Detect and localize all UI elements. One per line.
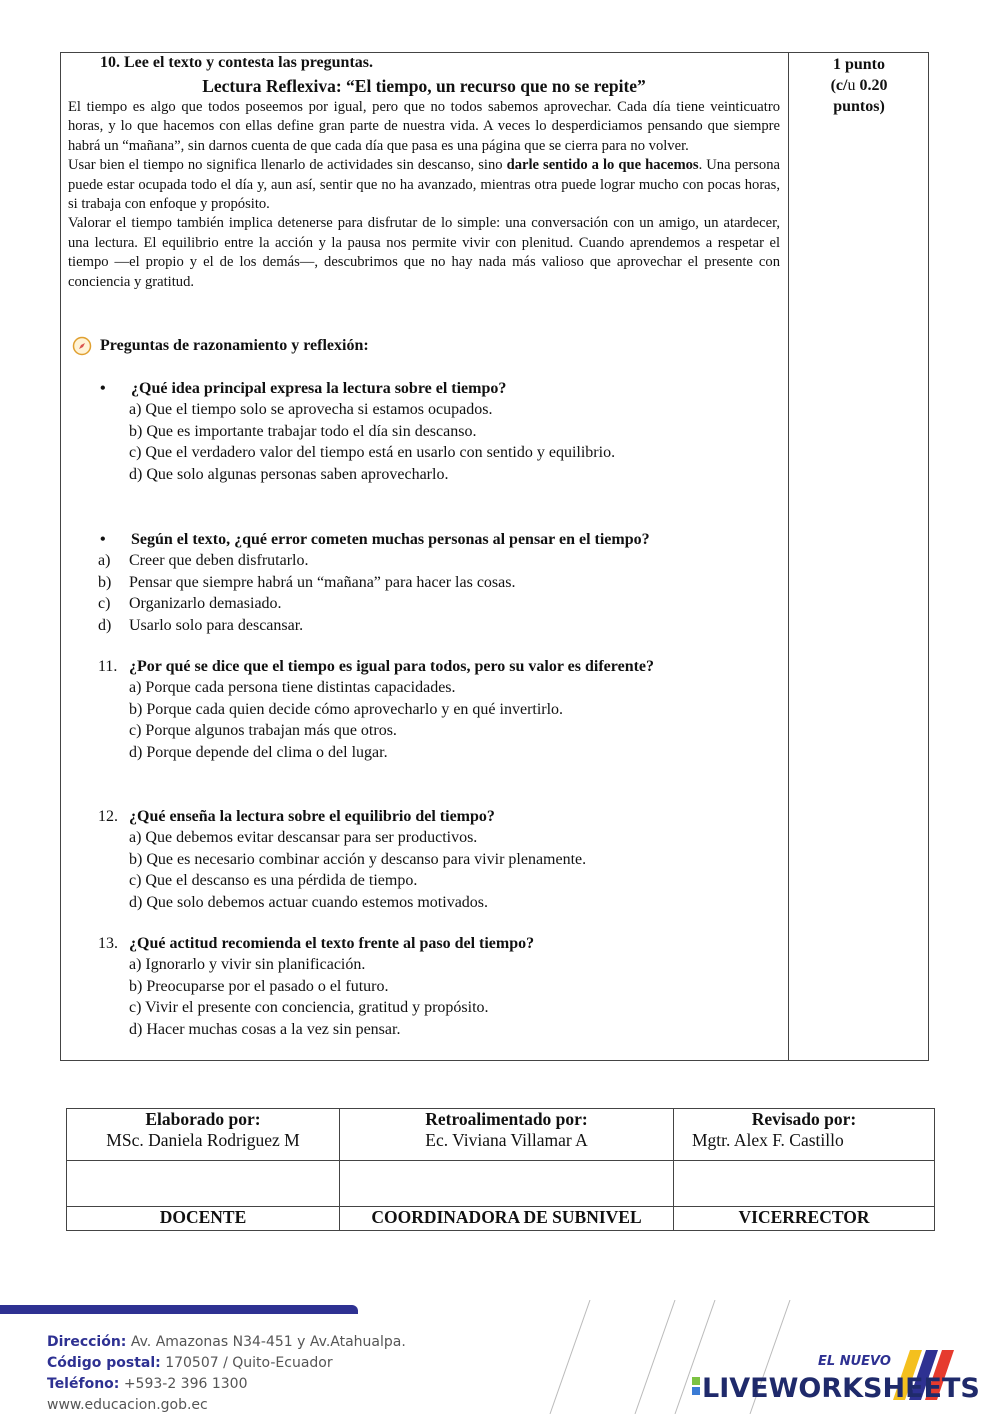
svg-text:LIVEWORKSHEETS: LIVEWORKSHEETS <box>702 1373 980 1404</box>
question-11: 11. ¿Por qué se dice que el tiempo es igual para todos, pero su valor es diferente? a) Porque cada persona tiene distintas capacidades. b) Porque cada quien decide cómo aprovecharlo y en qué invertirlo. c) Porque algunos trabajan más que otros. d) Porque depende del clima o del lugar. <box>98 656 654 763</box>
signature-cell-retroalimentado: Retroalimentado por: Ec. Viviana Villamar A <box>340 1109 674 1161</box>
option[interactable]: d) Porque depende del clima o del lugar. <box>129 743 388 761</box>
signature-table <box>66 1108 935 1231</box>
signature-space <box>674 1161 935 1207</box>
question-main-idea: • ¿Qué idea principal expresa la lectura sobre el tiempo? a) Que el tiempo solo se aprovecha si estamos ocupados. b) Que es importante trabajar todo el día sin descanso. c) Que el verdadero valor del tiempo está en usarlo con sentido y equilibrio. d) Que solo algunas personas saben aprovecharlo. <box>98 378 615 485</box>
signature-space <box>340 1161 674 1207</box>
option[interactable]: a) Que el tiempo solo se aprovecha si estamos ocupados. <box>129 401 493 419</box>
option[interactable]: d) Hacer muchas cosas a la vez sin pensar. <box>129 1020 401 1038</box>
option[interactable]: a) Que debemos evitar descansar para ser productivos. <box>129 829 478 847</box>
option[interactable]: b) Pensar que siempre habrá un “mañana” para hacer las cosas. <box>98 573 516 591</box>
signature-cell-revisado: Revisado por: Mgtr. Alex F. Castillo <box>674 1109 935 1161</box>
paragraph: El tiempo es algo que todos poseemos por igual, pero que no todos sabemos aprovechar. Cada día tiene veinticuatro horas, y lo que hacemos con ellas define gran parte de nuestra vida. A veces lo desperdiciamos pensando que siempre habrá un “mañana”, sin darnos cuenta de que cada día que pasa es una página que se cierra para no volver. <box>68 99 780 154</box>
option[interactable]: b) Preocuparse por el pasado o el futuro. <box>129 977 389 995</box>
footer-bar <box>0 1305 358 1314</box>
footer-address: Dirección: Av. Amazonas N34-451 y Av.Atahualpa. Código postal: 170507 / Quito-Ecuador Teléfono: +593-2 396 1300 www.educacion.gob.ec <box>47 1332 406 1414</box>
option[interactable]: c) Vivir el presente con conciencia, gratitud y propósito. <box>129 999 489 1017</box>
reading-passage <box>68 98 780 292</box>
role-label: COORDINADORA DE SUBNIVEL <box>340 1207 674 1231</box>
question-10-heading: 10. Lee el texto y contesta las preguntas. <box>100 54 373 71</box>
question-error: • Según el texto, ¿qué error cometen muchas personas al pensar en el tiempo? a) Creer que deben disfrutarlo. b) Pensar que siempre habrá un “mañana” para hacer las cosas. c) Organizarlo demasiado. d) Usarlo solo para descansar. <box>98 529 650 636</box>
score-line: (c/u 0.20 <box>830 77 888 94</box>
role-label: DOCENTE <box>67 1207 340 1231</box>
paragraph: Valorar el tiempo también implica detenerse para disfrutar de lo simple: una conversación con un amigo, un atardecer, una lectura. El equilibrio entre la acción y la pausa nos permite vivir con plenitud. Cuando aprendemos a respetar el tiempo —el propio y el de los demás—, descubrimos que no hay nada más valioso que aprovechar el presente con conciencia y gratitud. <box>68 215 780 290</box>
question-13: 13. ¿Qué actitud recomienda el texto frente al paso del tiempo? a) Ignorarlo y vivir sin planificación. b) Preocuparse por el pasado o el futuro. c) Vivir el presente con conciencia, gratitud y propósito. d) Hacer muchas cosas a la vez sin pensar. <box>98 933 534 1040</box>
option[interactable]: c) Que el descanso es una pérdida de tiempo. <box>129 872 418 890</box>
option[interactable]: d) Que solo debemos actuar cuando estemos motivados. <box>129 893 489 911</box>
option[interactable]: a) Porque cada persona tiene distintas capacidades. <box>129 679 456 697</box>
option[interactable]: c) Porque algunos trabajan más que otros. <box>129 722 397 740</box>
ecuador-logo <box>690 1345 990 1405</box>
question-12: 12. ¿Qué enseña la lectura sobre el equilibrio del tiempo? a) Que debemos evitar descansar para ser productivos. b) Que es necesario combinar acción y descanso para vivir plenamente. c) Que el descanso es una pérdida de tiempo. d) Que solo debemos actuar cuando estemos motivados. <box>98 806 586 913</box>
signature-space <box>67 1161 340 1207</box>
option[interactable]: b) Que es importante trabajar todo el día sin descanso. <box>129 422 477 440</box>
column-divider <box>788 52 789 1061</box>
option[interactable]: c) Organizarlo demasiado. <box>98 595 282 613</box>
option[interactable]: b) Porque cada quien decide cómo aprovecharlo y en qué invertirlo. <box>129 700 564 718</box>
option[interactable]: c) Que el verdadero valor del tiempo está en usarlo con sentido y equilibrio. <box>129 444 616 462</box>
reading-title: Lectura Reflexiva: “El tiempo, un recurso que no se repite” <box>202 76 646 96</box>
score-line: puntos) <box>833 98 885 115</box>
option[interactable]: a) Ignorarlo y vivir sin planificación. <box>129 956 366 974</box>
svg-text:EL NUEVO: EL NUEVO <box>818 1354 891 1369</box>
signature-cell-elaborado: Elaborado por: MSc. Daniela Rodriguez M <box>67 1109 340 1161</box>
option[interactable]: b) Que es necesario combinar acción y descanso para vivir plenamente. <box>129 850 587 868</box>
option[interactable]: d) Usarlo solo para descansar. <box>98 616 304 634</box>
website-link[interactable]: www.educacion.gob.ec <box>47 1397 208 1413</box>
score-line: 1 punto <box>832 56 886 73</box>
compass-icon <box>72 336 92 356</box>
questions-heading: Preguntas de razonamiento y reflexión: <box>72 336 369 356</box>
paragraph: Usar bien el tiempo no significa llenarlo de actividades sin descanso, sino darle sentido a lo que hacemos. Una persona puede estar ocupada todo el día y, aun así, sentir que no ha avanzado, mientras otra puede lograr mucho con pocas horas, si trabaja con enfoque y propósito. <box>68 157 780 213</box>
option[interactable]: a) Creer que deben disfrutarlo. <box>98 552 309 570</box>
option[interactable]: d) Que solo algunas personas saben aprovecharlo. <box>129 465 449 483</box>
role-label: VICERRECTOR <box>674 1207 935 1231</box>
score-cell <box>790 54 928 117</box>
